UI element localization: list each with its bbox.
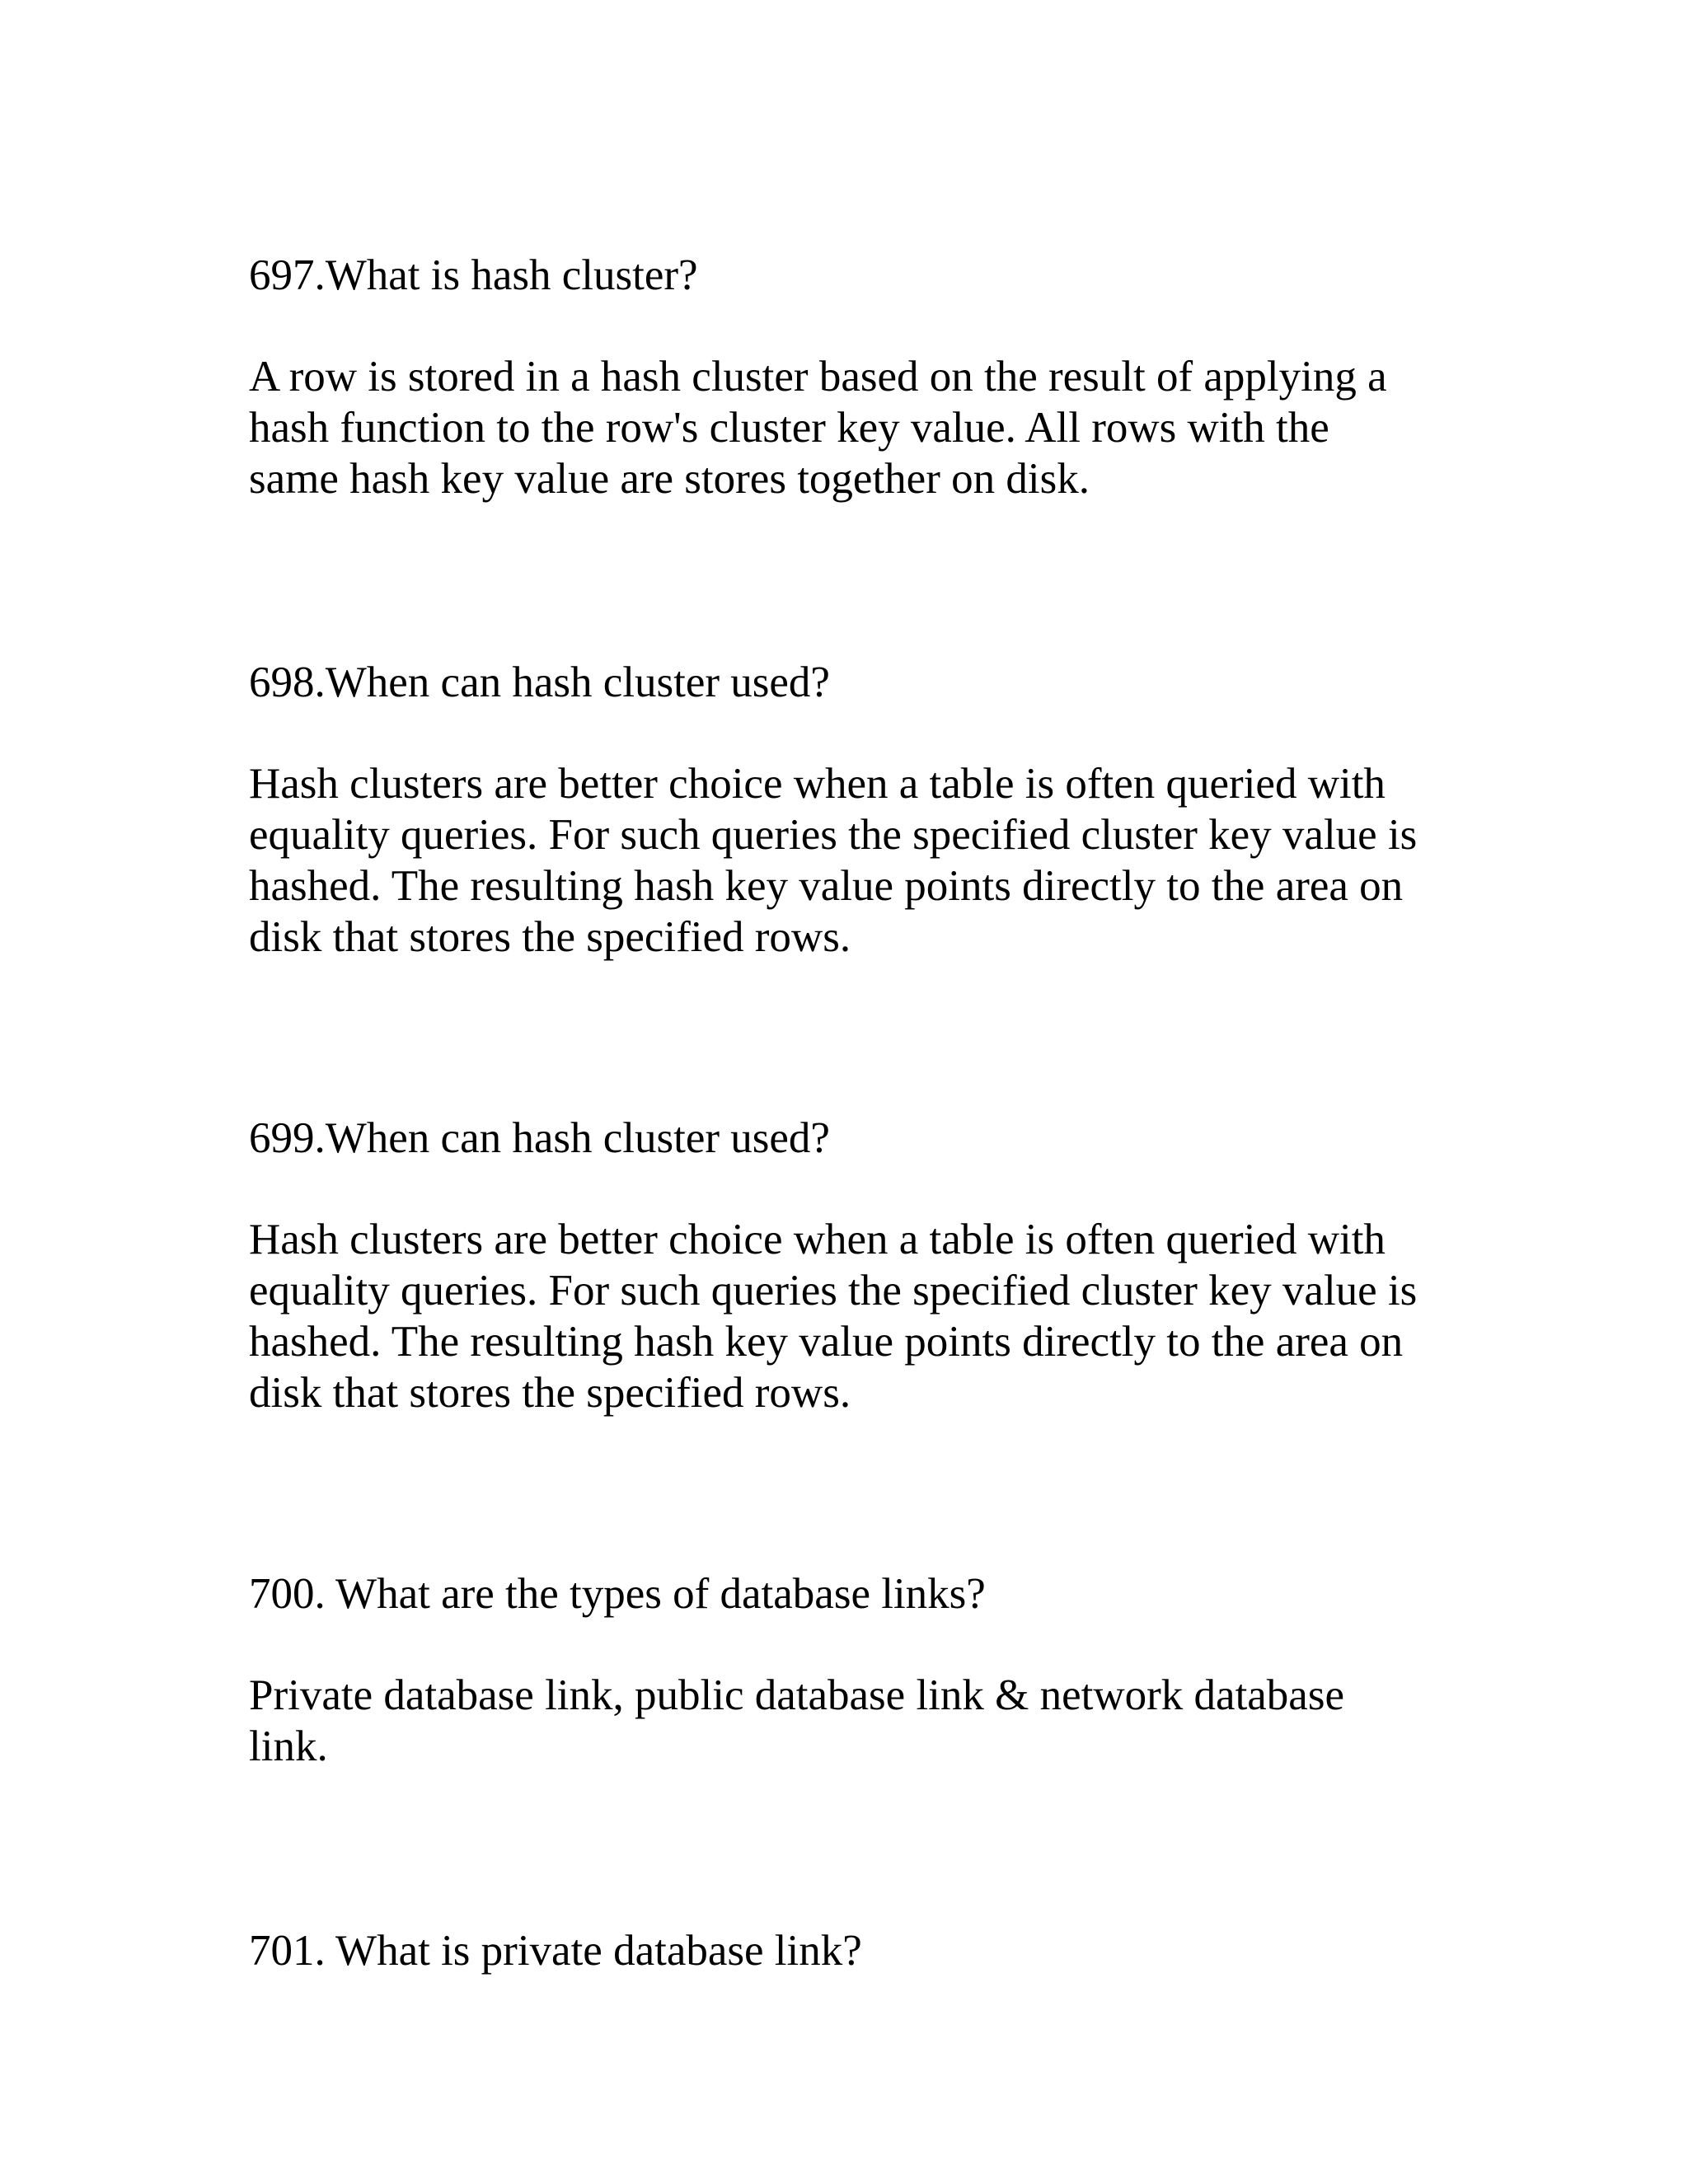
question-697: 697.What is hash cluster? (249, 251, 698, 299)
question-700: 700. What are the types of database links? (249, 1570, 986, 1618)
answer-697-line-1: A row is stored in a hash cluster based on the result of applying a (249, 353, 1387, 401)
question-698: 698.When can hash cluster used? (249, 658, 830, 706)
answer-698-line-2: equality queries. For such queries the specified cluster key value is (249, 811, 1418, 859)
answer-697-line-2: hash function to the row's cluster key value. All rows with the (249, 404, 1329, 452)
answer-698-line-4: disk that stores the specified rows. (249, 913, 851, 961)
answer-699-line-3: hashed. The resulting hash key value points directly to the area on (249, 1318, 1404, 1366)
answer-700-line-1: Private database link, public database link & network database (249, 1671, 1344, 1719)
answer-700-line-2: link. (249, 1722, 328, 1770)
question-701: 701. What is private database link? (249, 1927, 862, 1975)
answer-699-line-4: disk that stores the specified rows. (249, 1369, 851, 1417)
answer-698-line-3: hashed. The resulting hash key value points directly to the area on (249, 862, 1404, 910)
answer-699-line-2: equality queries. For such queries the specified cluster key value is (249, 1267, 1418, 1315)
answer-698-line-1: Hash clusters are better choice when a table is often queried with (249, 760, 1386, 808)
question-699: 699.When can hash cluster used? (249, 1114, 830, 1162)
answer-699-line-1: Hash clusters are better choice when a table is often queried with (249, 1216, 1386, 1263)
answer-697-line-3: same hash key value are stores together on disk. (249, 455, 1090, 503)
